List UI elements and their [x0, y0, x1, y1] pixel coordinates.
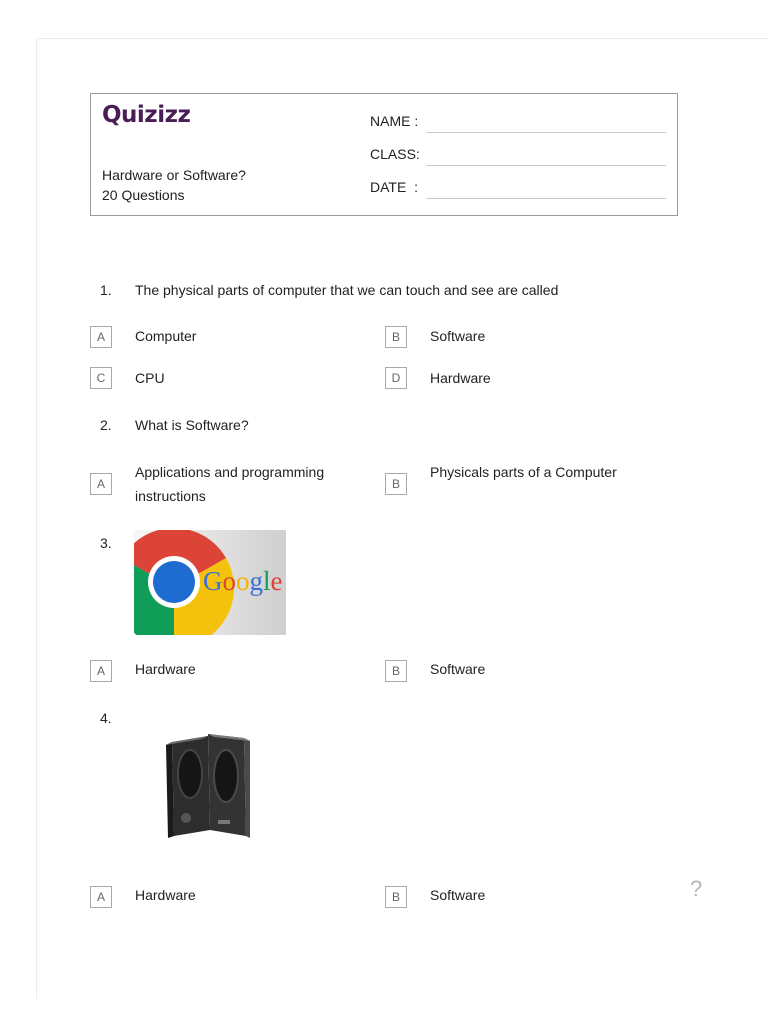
option-letter: B [385, 886, 407, 908]
quiz-title: Hardware or Software? [102, 167, 246, 183]
option-text: Software [430, 328, 486, 344]
option-text: Hardware [135, 887, 196, 903]
worksheet-header [90, 93, 678, 216]
option-text: Hardware [430, 370, 491, 386]
option-text: Physicals parts of a Computer [430, 464, 617, 480]
name-line [426, 132, 666, 133]
option-text: Software [430, 887, 486, 903]
option-letter: B [385, 660, 407, 682]
date-label: DATE : [370, 179, 418, 195]
question-number: 4. [100, 710, 112, 726]
question-count: 20 Questions [102, 187, 185, 203]
class-label: CLASS: [370, 146, 420, 162]
help-icon[interactable]: ? [690, 876, 703, 901]
option-letter: B [385, 473, 407, 495]
option-letter: A [90, 473, 112, 495]
google-wordmark: Google [203, 566, 283, 596]
option-letter: A [90, 886, 112, 908]
question-text: What is Software? [135, 417, 249, 433]
question-number: 2. [100, 417, 112, 433]
option-text: Applications and programming instructions [135, 464, 325, 504]
date-line [426, 198, 666, 199]
option-letter: A [90, 326, 112, 348]
class-line [426, 165, 666, 166]
chrome-google-image [134, 530, 286, 635]
question-number: 3. [100, 535, 112, 551]
name-label: NAME : [370, 113, 419, 129]
option-letter: A [90, 660, 112, 682]
option-text: Hardware [135, 661, 196, 677]
option-letter: D [385, 367, 407, 389]
option-text: Software [430, 661, 486, 677]
question-text: The physical parts of computer that we can touch and see are called [135, 282, 559, 298]
option-text: Computer [135, 328, 197, 344]
option-text: CPU [135, 370, 165, 386]
question-number: 1. [100, 282, 112, 298]
option-letter: C [90, 367, 112, 389]
option-letter: B [385, 326, 407, 348]
quizizz-logo: Quizizz [102, 102, 191, 128]
speakers-image [136, 712, 286, 858]
